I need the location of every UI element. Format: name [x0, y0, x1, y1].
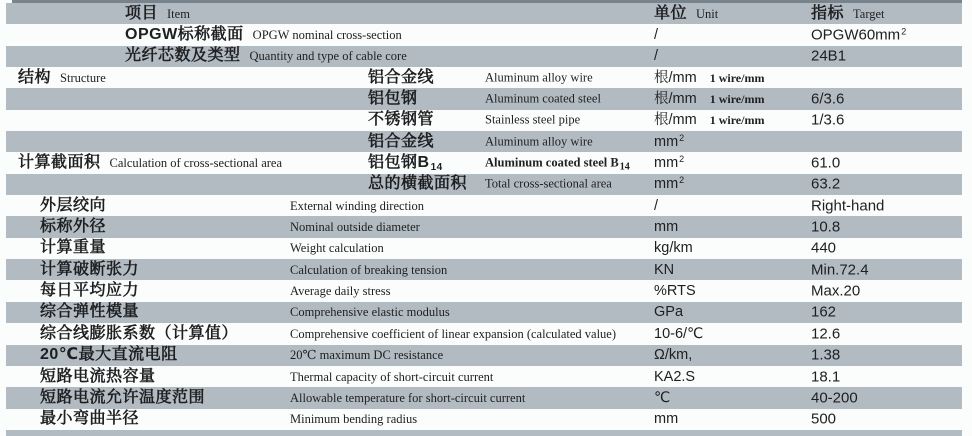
- sub-item-label: [368, 27, 369, 43]
- unit-cell: [654, 91, 764, 107]
- item-label: [40, 411, 139, 427]
- table-row: [6, 323, 962, 344]
- item-description-en: Average daily stress: [290, 283, 391, 298]
- item-label-zh: 每日平均应力: [40, 282, 140, 300]
- unit-cell: [654, 134, 696, 150]
- sub-item-description-en: [485, 306, 486, 319]
- section-label: [18, 347, 27, 363]
- item-description-en: Allowable temperature for short-circuit current: [290, 390, 526, 405]
- target-value: 10.8: [811, 218, 841, 236]
- sub-item-description-en: [485, 199, 486, 212]
- sub-item-description-en: [485, 155, 630, 173]
- target-cell: [811, 390, 867, 405]
- section-label: [18, 198, 27, 214]
- table-row: [6, 152, 962, 173]
- target-cell: [811, 412, 845, 427]
- unit-value: 10-6/℃: [654, 325, 704, 342]
- sub-item-label: [368, 134, 435, 150]
- sub-item-label: [368, 304, 369, 320]
- opgw-spec-table: [6, 0, 962, 436]
- unit-cell: [654, 112, 764, 128]
- unit-cell: [654, 176, 696, 192]
- section-label-zh: 结构: [18, 68, 52, 86]
- table-row: [6, 366, 962, 387]
- item-label-zh: 光纤芯数及类型: [125, 47, 241, 65]
- unit-cell: [654, 347, 705, 363]
- item-label-zh: 综合弹性模量: [40, 303, 140, 321]
- sub-item-label: [368, 176, 468, 192]
- unit-value: mm: [654, 411, 679, 428]
- unit-value: /: [654, 48, 659, 65]
- unit-superscript: 2: [679, 132, 685, 143]
- sub-item-description-en: [485, 221, 486, 234]
- sub-item-label: [368, 48, 369, 64]
- sub-item-label: [368, 411, 369, 427]
- sub-item-description-en: [485, 7, 486, 20]
- target-cell: [811, 305, 845, 320]
- sub-item-label: [368, 154, 443, 174]
- item-label-zh: 计算重量: [40, 239, 107, 257]
- section-label: [18, 6, 27, 22]
- target-cell: [811, 28, 914, 43]
- item-label-en: Quantity and type of cable core: [249, 49, 407, 64]
- sub-item-en-subscript: 14: [619, 161, 630, 173]
- unit-value-en: Unit: [696, 6, 719, 21]
- target-cell: [811, 156, 849, 171]
- unit-value: 根/mm: [654, 69, 697, 86]
- table-row: [6, 24, 962, 45]
- unit-value: 根/mm: [654, 112, 697, 129]
- table-row: [6, 280, 962, 301]
- item-label-zh: 短路电流热容量: [40, 367, 156, 385]
- item-description-en: Comprehensive coefficient of linear expansion (calculated value): [290, 326, 617, 341]
- unit-value-en: 1 wire/mm: [709, 113, 765, 128]
- sub-item-label-zh: 铝包钢B: [368, 154, 430, 172]
- section-label: [18, 262, 27, 278]
- target-value: 24B1: [811, 47, 847, 65]
- target-superscript: 2: [901, 26, 907, 37]
- table-row: [6, 238, 962, 259]
- section-label: [18, 155, 282, 171]
- unit-cell: [654, 262, 687, 278]
- table-row: [6, 216, 962, 237]
- unit-cell: [654, 219, 691, 235]
- item-label-zh: 项目: [125, 4, 159, 22]
- target-value: 500: [811, 410, 837, 428]
- sub-item-label: [368, 6, 369, 22]
- sub-item-label: [368, 283, 369, 299]
- target-label-en: Target: [853, 6, 885, 21]
- item-description-en: Minimum bending radius: [290, 411, 418, 426]
- sub-item-description-en: [485, 349, 486, 362]
- item-label: [40, 347, 178, 363]
- item-description-en: 20℃ maximum DC resistance: [290, 347, 444, 362]
- target-cell: [811, 220, 849, 235]
- unit-cell: [654, 6, 718, 22]
- next-row-partial: [6, 430, 962, 436]
- item-description-en: Thermal capacity of short-circuit current: [290, 369, 494, 384]
- unit-cell: [654, 411, 691, 427]
- unit-value: /: [654, 27, 659, 44]
- sub-item-description-en: [485, 391, 486, 404]
- table-row: [6, 46, 962, 67]
- target-value: Min.72.4: [811, 261, 869, 279]
- section-label: [18, 91, 27, 107]
- sub-item-description-en: [485, 178, 613, 191]
- sub-item-description-en: [485, 114, 581, 127]
- item-label: [40, 369, 156, 385]
- section-label: [18, 70, 106, 86]
- table-row: [6, 88, 962, 109]
- unit-cell: [654, 198, 671, 214]
- sub-item-label: [368, 91, 419, 107]
- table-rows: [6, 3, 962, 430]
- unit-cell: [654, 283, 709, 299]
- unit-value: 单位: [654, 4, 688, 22]
- item-label-zh: OPGW标称截面: [125, 26, 244, 44]
- section-label: [18, 176, 27, 192]
- target-cell: [811, 177, 849, 192]
- unit-cell: [654, 369, 708, 385]
- section-label: [18, 240, 27, 256]
- target-value: 61.0: [811, 154, 841, 172]
- item-label-zh: 短路电流允许温度范围: [40, 388, 206, 406]
- target-value: 63.2: [811, 175, 841, 193]
- section-label-en: Calculation of cross-sectional area: [109, 156, 283, 171]
- sub-item-description-en: [485, 93, 602, 106]
- item-description-en: Nominal outside diameter: [290, 219, 420, 234]
- target-cell: [811, 6, 885, 22]
- target-cell: [811, 198, 893, 213]
- unit-value: KA2.S: [654, 368, 696, 385]
- sub-item-en-text: Aluminum alloy wire: [485, 134, 593, 149]
- sub-item-label-zh: 不锈钢管: [368, 111, 435, 129]
- sub-item-label-zh: 铝合金线: [368, 132, 435, 150]
- table-row: [6, 195, 962, 216]
- item-description-en: Weight calculation: [290, 241, 384, 256]
- unit-value: mm: [654, 155, 679, 172]
- section-label: [18, 112, 27, 128]
- table-row: [6, 387, 962, 408]
- sub-item-label-zh: 铝合金线: [368, 68, 435, 86]
- sub-item-description-en: [485, 29, 486, 42]
- table-row: [6, 345, 962, 366]
- item-label: [40, 304, 139, 320]
- section-label: [18, 134, 27, 150]
- target-value: OPGW60mm: [811, 26, 901, 44]
- unit-value: kg/km: [654, 240, 693, 257]
- sub-item-description-en: [485, 50, 486, 63]
- unit-superscript: 2: [679, 154, 685, 165]
- sub-item-description-en: [485, 413, 486, 426]
- item-label: [40, 219, 106, 235]
- section-label: [18, 369, 27, 385]
- sub-item-description-en: [485, 370, 486, 383]
- item-label: [125, 27, 402, 43]
- item-label-zh: 外层绞向: [40, 196, 107, 214]
- sub-item-label: [368, 240, 369, 256]
- sub-item-en-text: Aluminum coated steel: [485, 91, 601, 106]
- section-label: [18, 219, 27, 235]
- item-label-zh: 综合线膨胀系数（计算值）: [40, 324, 239, 342]
- item-label: [40, 240, 106, 256]
- section-label: [18, 27, 27, 43]
- unit-cell: [654, 48, 671, 64]
- sub-item-label: [368, 347, 369, 363]
- sub-item-en-text: Stainless steel pipe: [485, 112, 581, 127]
- item-label-zh: 计算破断张力: [40, 260, 140, 278]
- item-label-en: Item: [167, 6, 190, 21]
- table-row: [6, 302, 962, 323]
- sub-item-description-en: [485, 71, 594, 84]
- sub-item-en-text: Aluminum alloy wire: [485, 70, 593, 85]
- item-label: [40, 390, 205, 406]
- target-value: 12.6: [811, 325, 841, 343]
- unit-cell: [654, 304, 696, 320]
- item-description-en: Comprehensive elastic modulus: [290, 305, 450, 320]
- section-label-zh: 计算截面积: [18, 154, 101, 172]
- unit-value: 根/mm: [654, 91, 697, 108]
- target-value: 1.38: [811, 346, 841, 364]
- sub-item-description-en: [485, 285, 486, 298]
- sub-item-subscript: 14: [430, 162, 443, 174]
- unit-value: KN: [654, 261, 675, 278]
- unit-value: mm: [654, 176, 679, 193]
- table-row: [6, 174, 962, 195]
- item-description-en: Calculation of breaking tension: [290, 262, 448, 277]
- item-label: [125, 48, 407, 64]
- item-label-zh: 最小弯曲半径: [40, 410, 140, 428]
- target-value: Right-hand: [811, 197, 885, 215]
- sub-item-label: [368, 369, 369, 385]
- sub-item-description-en: [485, 263, 486, 276]
- target-cell: [811, 348, 849, 363]
- unit-value: mm: [654, 133, 679, 150]
- target-value: 162: [811, 303, 837, 321]
- unit-value: Ω/km,: [654, 347, 693, 364]
- item-label: [40, 198, 106, 214]
- table-row: [6, 110, 962, 131]
- unit-cell: [654, 155, 696, 171]
- sub-item-label: [368, 198, 369, 214]
- target-value: 指标: [811, 4, 845, 22]
- table-row: [6, 67, 962, 88]
- unit-value-en: 1 wire/mm: [709, 92, 765, 107]
- sub-item-en-text: Total cross-sectional area: [485, 176, 612, 191]
- item-label: [40, 326, 238, 342]
- section-label: [18, 390, 27, 406]
- target-cell: [811, 262, 878, 277]
- item-label-zh: 20℃最大直流电阻: [40, 346, 178, 364]
- target-value: 40-200: [811, 389, 858, 407]
- target-cell: [811, 284, 869, 299]
- section-label: [18, 304, 27, 320]
- sub-item-label: [368, 112, 435, 128]
- unit-cell: [654, 240, 706, 256]
- unit-value: /: [654, 197, 659, 214]
- unit-cell: [654, 27, 671, 43]
- section-label-en: Structure: [60, 70, 106, 85]
- section-label: [18, 283, 27, 299]
- target-value: 1/3.6: [811, 111, 845, 129]
- sub-item-description-en: [485, 327, 486, 340]
- target-cell: [811, 134, 820, 149]
- unit-cell: [654, 326, 716, 342]
- unit-value-en: 1 wire/mm: [709, 70, 765, 85]
- table-row: [6, 409, 962, 430]
- section-label: [18, 48, 27, 64]
- sub-item-description-en: [485, 242, 486, 255]
- table-row: [6, 259, 962, 280]
- unit-value: GPa: [654, 304, 684, 321]
- target-value: 440: [811, 239, 837, 257]
- unit-value: ℃: [654, 389, 671, 406]
- target-cell: [811, 113, 853, 128]
- unit-cell: [654, 70, 764, 86]
- target-cell: [811, 326, 849, 341]
- sub-item-label: [368, 70, 435, 86]
- section-label: [18, 411, 27, 427]
- unit-cell: [654, 390, 683, 406]
- section-label: [18, 326, 27, 342]
- target-value: 6/3.6: [811, 90, 845, 108]
- sub-item-label-zh: 总的横截面积: [368, 175, 468, 193]
- sub-item-en-text: Aluminum coated steel B: [485, 155, 619, 170]
- sub-item-description-en: [485, 135, 594, 148]
- table-row: [6, 131, 962, 152]
- sub-item-label: [368, 326, 369, 342]
- unit-value: %RTS: [654, 283, 696, 300]
- sub-item-label: [368, 262, 369, 278]
- sub-item-label: [368, 390, 369, 406]
- item-label: [40, 283, 139, 299]
- target-cell: [811, 49, 855, 64]
- target-cell: [811, 70, 820, 85]
- target-value: 18.1: [811, 368, 841, 386]
- item-label-en: OPGW nominal cross-section: [252, 28, 402, 43]
- target-cell: [811, 92, 853, 107]
- item-description-en: External winding direction: [290, 198, 424, 213]
- item-label: [40, 262, 139, 278]
- target-cell: [811, 241, 845, 256]
- item-label-zh: 标称外径: [40, 218, 107, 236]
- unit-superscript: 2: [679, 175, 685, 186]
- item-label: [125, 6, 190, 22]
- sub-item-label-zh: 铝包钢: [368, 90, 418, 108]
- table-row: [6, 3, 962, 24]
- sub-item-label: [368, 219, 369, 235]
- target-cell: [811, 369, 849, 384]
- unit-value: mm: [654, 219, 679, 236]
- target-value: Max.20: [811, 282, 861, 300]
